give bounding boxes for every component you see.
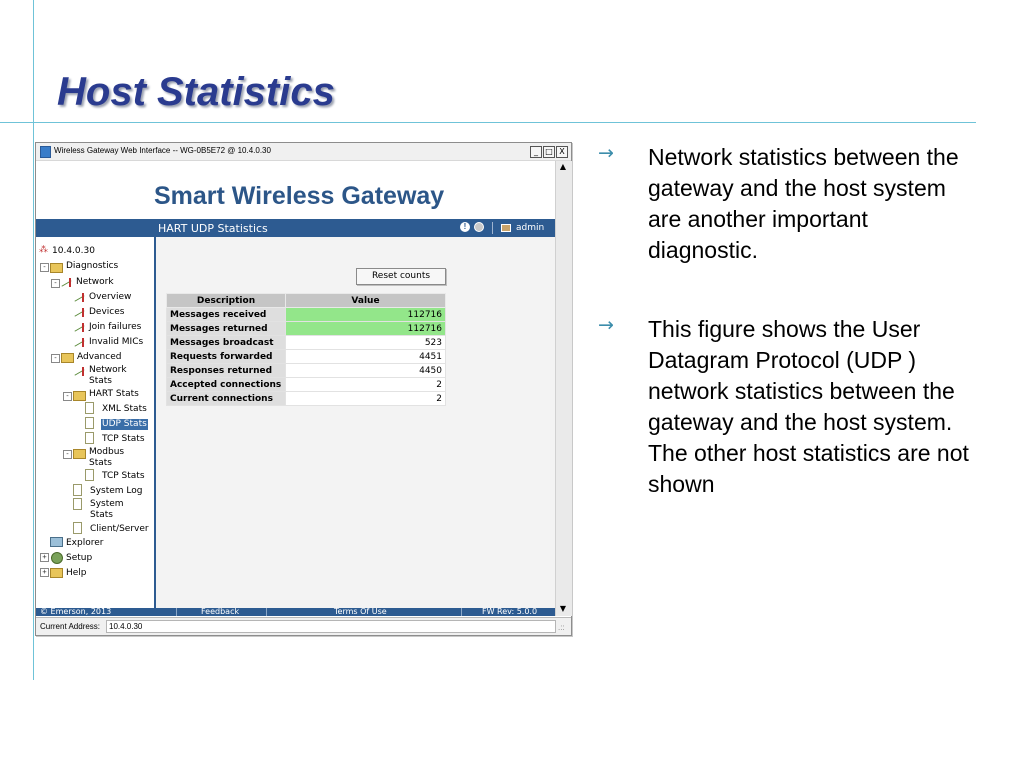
table-row bbox=[167, 322, 446, 336]
row-description: Messages broadcast bbox=[167, 336, 286, 350]
title-rule bbox=[0, 122, 976, 123]
table-row bbox=[167, 336, 446, 350]
row-description: Messages received bbox=[167, 308, 286, 322]
folder-icon bbox=[50, 568, 63, 578]
arrow-bullet-icon: → bbox=[598, 142, 614, 164]
window-titlebar bbox=[36, 143, 571, 161]
tree-item-modbus-tcp-stats[interactable]: TCP Stats bbox=[102, 471, 145, 481]
help-icon[interactable] bbox=[474, 222, 484, 232]
terms-link[interactable]: Terms Of Use bbox=[334, 608, 387, 616]
address-value: 10.4.0.30 bbox=[109, 622, 143, 631]
collapse-icon[interactable]: - bbox=[51, 279, 60, 288]
tree-item-network-stats[interactable]: Network bbox=[89, 365, 127, 375]
row-value: 523 bbox=[286, 336, 446, 350]
tree-item-devices[interactable]: Devices bbox=[89, 307, 125, 317]
feedback-link[interactable]: Feedback bbox=[201, 608, 240, 616]
folder-open-icon bbox=[73, 391, 86, 401]
row-value: 2 bbox=[286, 378, 446, 392]
page-icon bbox=[73, 498, 82, 510]
brand-title: Smart Wireless Gateway bbox=[154, 182, 445, 210]
row-description: Messages returned bbox=[167, 322, 286, 336]
tree-item-diagnostics[interactable]: Diagnostics bbox=[66, 261, 119, 271]
tree-item-system-stats-2[interactable]: Stats bbox=[90, 510, 113, 520]
footer-divider bbox=[176, 608, 177, 616]
tree-item-invalid-mics[interactable]: Invalid MICs bbox=[89, 337, 144, 347]
left-rule bbox=[33, 0, 34, 680]
tree-item-gateway[interactable]: 10.4.0.30 bbox=[52, 246, 95, 256]
tree-item-network[interactable]: Network bbox=[76, 277, 114, 287]
browser-window bbox=[35, 142, 572, 636]
tree-item-explorer[interactable]: Explorer bbox=[66, 538, 104, 548]
address-field[interactable] bbox=[106, 620, 556, 633]
maximize-button[interactable]: □ bbox=[543, 146, 555, 158]
minimize-button[interactable]: _ bbox=[530, 146, 542, 158]
page-icon bbox=[85, 469, 94, 481]
section-bar bbox=[36, 219, 555, 237]
footer-divider bbox=[461, 608, 462, 616]
web-content bbox=[36, 161, 555, 616]
tree-item-system-stats[interactable]: System bbox=[90, 499, 124, 509]
folder-open-icon bbox=[73, 449, 86, 459]
copyright-text: © Emerson, 2013 bbox=[40, 608, 112, 616]
tree-item-tcp-stats[interactable]: TCP Stats bbox=[102, 434, 145, 444]
tree-item-xml-stats[interactable]: XML Stats bbox=[102, 404, 147, 414]
page-footer bbox=[36, 608, 555, 616]
row-description: Current connections bbox=[167, 392, 286, 406]
folder-open-icon bbox=[50, 263, 63, 273]
info-icon[interactable]: ! bbox=[460, 222, 470, 232]
nav-tree bbox=[36, 237, 156, 608]
footer-divider bbox=[266, 608, 267, 616]
expand-icon[interactable]: + bbox=[40, 553, 49, 562]
bullet-text: This figure shows the User Datagram Protocol (UDP ) network statistics between the gateway and the host system. The other host statistics are not shown bbox=[648, 316, 969, 497]
tree-item-join-failures[interactable]: Join failures bbox=[89, 322, 142, 332]
network-icon bbox=[74, 293, 85, 302]
collapse-icon[interactable]: - bbox=[51, 354, 60, 363]
tree-item-modbus[interactable]: Modbus bbox=[89, 447, 125, 457]
user-icon bbox=[501, 224, 511, 232]
table-header-row bbox=[167, 294, 446, 308]
network-icon bbox=[74, 367, 85, 376]
tree-item-client-server[interactable]: Client/Server bbox=[90, 524, 149, 534]
table-row bbox=[167, 350, 446, 364]
tree-item-udp-stats[interactable]: UDP Stats bbox=[102, 419, 147, 429]
network-icon bbox=[74, 308, 85, 317]
tree-item-hart-stats[interactable]: HART Stats bbox=[89, 389, 139, 399]
page-icon bbox=[73, 484, 82, 496]
stats-table bbox=[166, 293, 446, 406]
column-header: Description bbox=[167, 294, 286, 308]
row-description: Responses returned bbox=[167, 364, 286, 378]
section-title: HART UDP Statistics bbox=[158, 222, 268, 235]
bullet-text: Network statistics between the gateway and the host system are another important diagnostic. bbox=[648, 144, 959, 263]
arrow-bullet-icon: → bbox=[598, 314, 614, 336]
network-icon bbox=[74, 323, 85, 332]
slide-title: Host Statistics bbox=[57, 70, 335, 114]
browser-icon bbox=[40, 146, 51, 158]
network-icon bbox=[74, 338, 85, 347]
user-name[interactable]: admin bbox=[516, 223, 545, 233]
tree-item-system-log[interactable]: System Log bbox=[90, 486, 143, 496]
table-row bbox=[167, 308, 446, 322]
collapse-icon[interactable]: - bbox=[40, 263, 49, 272]
window-title: Wireless Gateway Web Interface -- WG-0B5E72 @ 10.4.0.30 bbox=[54, 146, 271, 155]
collapse-icon[interactable]: - bbox=[63, 392, 72, 401]
brand-header bbox=[36, 161, 555, 219]
row-value: 4451 bbox=[286, 350, 446, 364]
tree-item-network-stats-2[interactable]: Stats bbox=[89, 376, 112, 386]
tree-item-overview[interactable]: Overview bbox=[89, 292, 132, 302]
table-row bbox=[167, 392, 446, 406]
table-row bbox=[167, 364, 446, 378]
page-icon bbox=[85, 417, 94, 429]
tree-item-advanced[interactable]: Advanced bbox=[77, 352, 122, 362]
firmware-revision: FW Rev: 5.0.0 bbox=[482, 608, 538, 616]
row-value: 112716 bbox=[286, 308, 446, 322]
collapse-icon[interactable]: - bbox=[63, 450, 72, 459]
page-icon bbox=[73, 522, 82, 534]
tree-item-modbus-2[interactable]: Stats bbox=[89, 458, 112, 468]
row-description: Accepted connections bbox=[167, 378, 286, 392]
resize-grip-icon[interactable]: .:: bbox=[558, 623, 565, 632]
main-panel bbox=[156, 237, 555, 608]
close-button[interactable]: X bbox=[556, 146, 568, 158]
vertical-scrollbar[interactable] bbox=[555, 161, 572, 616]
address-label: Current Address: bbox=[40, 622, 101, 631]
page-icon bbox=[85, 432, 94, 444]
network-icon bbox=[61, 278, 72, 287]
scroll-up-icon[interactable]: ▲ bbox=[559, 162, 567, 171]
tree-item-setup[interactable]: Setup bbox=[66, 553, 93, 563]
table-row bbox=[167, 378, 446, 392]
page-icon bbox=[85, 402, 94, 414]
status-bar bbox=[36, 617, 571, 635]
row-description: Requests forwarded bbox=[167, 350, 286, 364]
folder-open-icon bbox=[61, 353, 74, 363]
column-header: Value bbox=[286, 294, 446, 308]
setup-icon bbox=[51, 552, 63, 564]
row-value: 112716 bbox=[286, 322, 446, 336]
expand-icon[interactable]: + bbox=[40, 568, 49, 577]
row-value: 2 bbox=[286, 392, 446, 406]
bar-divider bbox=[492, 222, 493, 234]
gateway-icon: ⁂ bbox=[39, 245, 48, 255]
reset-counts-button[interactable]: Reset counts bbox=[356, 268, 446, 285]
row-value: 4450 bbox=[286, 364, 446, 378]
tree-item-help[interactable]: Help bbox=[66, 568, 87, 578]
explorer-icon bbox=[50, 537, 63, 547]
scroll-down-icon[interactable]: ▼ bbox=[559, 604, 567, 613]
